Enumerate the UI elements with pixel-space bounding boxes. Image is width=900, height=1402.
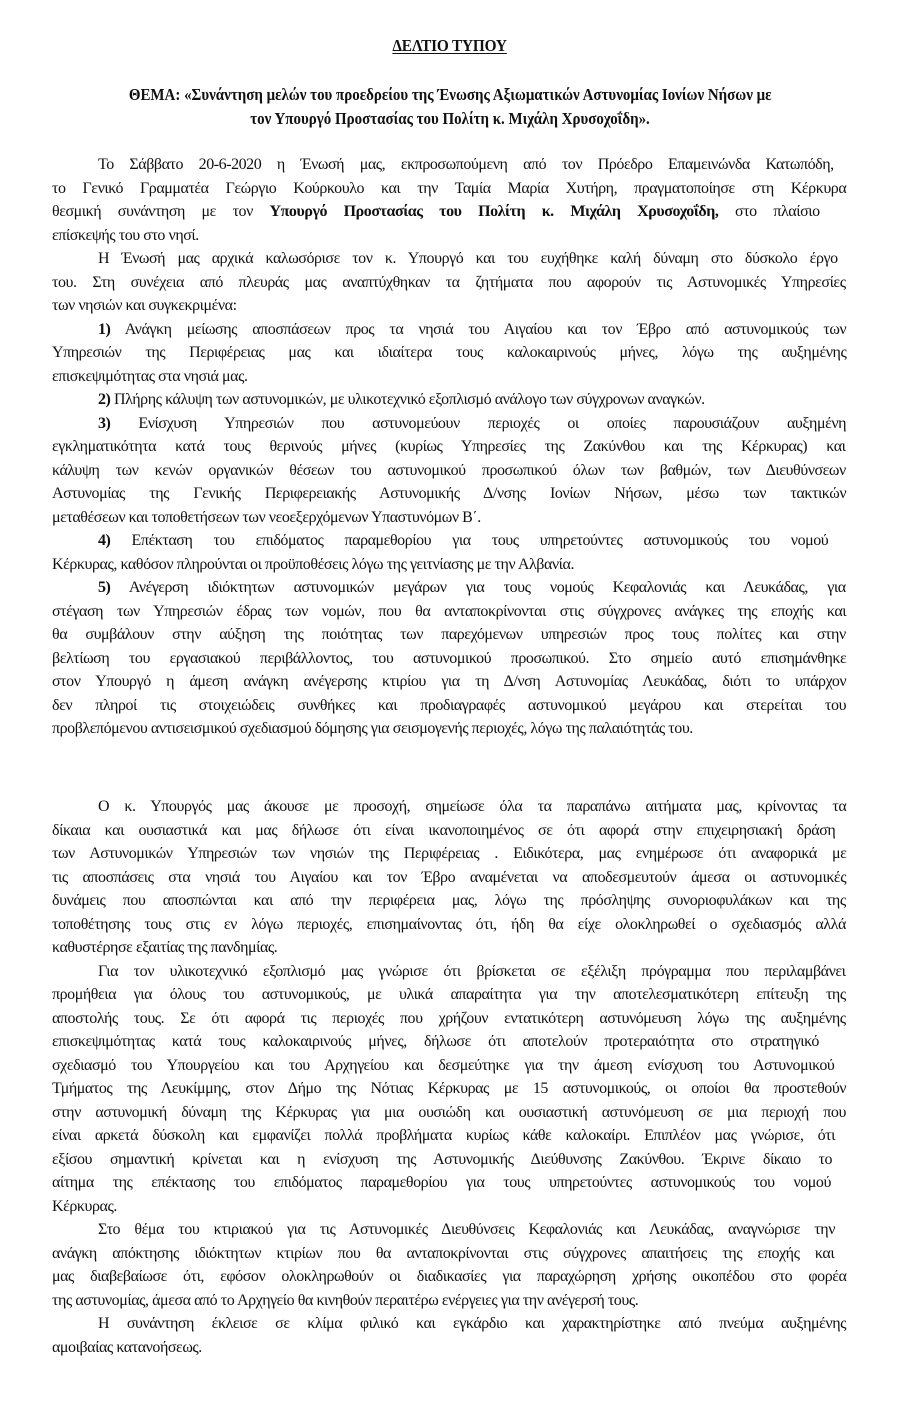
text-segment: των νησιών και συγκεκριμένα:: [52, 297, 237, 314]
text-segment: δίκαια και ουσιαστικά και μας δήλωσε ότι είναι ικανοποιημένος σε ότι αφορά στην επιχειρησιακή δράση: [52, 821, 836, 839]
bold-text: 2): [98, 391, 111, 408]
bold-text: 3): [98, 414, 111, 432]
text-line: [52, 1077, 846, 1101]
minister-response-section: [52, 795, 846, 1359]
text-line: [52, 529, 846, 553]
text-segment: του. Στη συνέχεια από πλευράς μας αναπτύχθηκαν τα ζητήματα που αφορούν τις Αστυνομικές Υπηρεσίες: [52, 273, 846, 291]
text-segment: επισκεψιμότητας κατά τους καλοκαιρινούς μήνες, δήλωσε ότι αποτελούν προτεραιότητα στο στρατηγικό: [52, 1033, 819, 1050]
text-line: [52, 795, 846, 819]
text-line: [52, 177, 846, 201]
text-segment: στην αστυνομική δύναμη της Κέρκυρας για μια ουσιώδη και ουσιαστική αστυνόμευση σε μια περιοχή που: [52, 1103, 846, 1121]
text-line: [52, 717, 846, 741]
demand-item-5: [52, 576, 846, 741]
text-line: [52, 1124, 846, 1148]
text-line: [52, 153, 846, 177]
text-line: [52, 200, 846, 224]
text-segment: Επέκταση του επιδόματος παραμεθορίου για τους υπηρετούντες αστυνομικούς του νομού: [110, 532, 829, 549]
bold-text: 1): [98, 320, 111, 338]
text-line: [52, 983, 846, 1007]
demands-section: [52, 153, 846, 741]
text-line: [52, 866, 846, 890]
text-line: [52, 388, 846, 412]
welcome-paragraph: [52, 247, 846, 318]
text-segment: αμοιβαίας κατανοήσεως.: [52, 1338, 202, 1356]
minister-response-paragraph: [52, 795, 846, 960]
text-segment: Για τον υλικοτεχνικό εξοπλισμό μας γνώρισε ότι βρίσκεται σε εξέλιξη πρόγραμμα που περιλαμβάνει: [98, 962, 846, 980]
text-segment: στο πλαίσιο: [718, 203, 820, 220]
text-line: [52, 819, 846, 843]
text-segment: βελτίωση του εργασιακού περιβάλλοντος, του αστυνομικού προσωπικού. Στο σημείο αυτό επισημάνθηκε: [52, 649, 847, 667]
text-segment: των Αστυνομικών Υπηρεσιών των νησιών της Περιφέρειας . Ειδικότερα, μας ενημέρωσε ότι αναφορικά με: [52, 845, 847, 862]
text-line: [52, 318, 846, 342]
text-line: [52, 960, 846, 984]
text-segment: δυνάμεις που αποσπώνται και από την περιφέρεια μας, λόγω της πρόσληψης συνοριοφυλάκων και της: [52, 892, 846, 909]
text-segment: Κέρκυρας.: [52, 1197, 117, 1215]
text-line: [52, 1007, 846, 1031]
text-segment: καθυστέρησε εξαιτίας της πανδημίας.: [52, 939, 278, 956]
text-line: [52, 1336, 846, 1360]
text-segment: Ο κ. Υπουργός μας άκουσε με προσοχή, σημείωσε όλα τα παραπάνω αιτήματα μας, κρίνοντας τα: [98, 798, 847, 815]
text-line: [52, 913, 846, 937]
text-segment: θεσμική συνάντηση με τον: [52, 203, 270, 220]
text-line: [52, 294, 846, 318]
document-title-text: ΔΕΛΤΙΟ ΤΥΠΟΥ: [392, 36, 508, 55]
text-line: [52, 889, 846, 913]
text-line: [52, 1171, 846, 1195]
demand-item-1: [52, 318, 846, 389]
text-line: [52, 271, 846, 295]
text-segment: μας διαβεβαίωσε ότι, εφόσον ολοκληρωθούν οι διαδικασίες για παραχώρηση χρήσης οικοπέδου στο φορέα: [52, 1268, 847, 1285]
text-line: [52, 435, 846, 459]
text-line: [52, 1242, 846, 1266]
text-segment: δεν πληροί τις στοιχειώδεις συνθήκες και προδιαγραφές αστυνομικού μεγάρου και στερείται του: [52, 696, 847, 714]
buildings-paragraph: [52, 1218, 846, 1312]
text-segment: Τμήματος της Λευκίμμης, στον Δήμο της Νότιας Κέρκυρας με 15 αστυνομικούς, οι οποίοι θα προστεθούν: [52, 1080, 847, 1097]
text-segment: μεταθέσεων και τοποθετήσεων των νεοεξερχόμενων Υπαστυνόμων Β΄.: [52, 508, 481, 526]
subject-heading: [52, 83, 848, 131]
text-line: [52, 670, 846, 694]
text-line: [52, 1218, 846, 1242]
text-segment: επίσκεψής του στο νησί.: [52, 226, 199, 244]
text-segment: τοποθέτησης τους στις εν λόγω περιοχές, επισημαίνοντας ότι, ήδη θα είχε ολοκληρωθεί ο σχεδιασμός αλλά: [52, 915, 846, 933]
text-segment: αίτημα της επέκτασης του επιδόματος παραμεθορίου για τους υπηρετούντες αστυνομικούς του νομού: [52, 1174, 831, 1191]
text-line: [52, 647, 846, 671]
text-segment: Πλήρης κάλυψη των αστυνομικών, με υλικοτεχνικό εξοπλισμό ανάλογο των σύγχρονων αναγκών.: [110, 391, 705, 408]
text-line: [52, 1148, 846, 1172]
bold-text: 5): [98, 579, 111, 596]
text-segment: Στο θέμα του κτιριακού για τις Αστυνομικές Διευθύνσεις Κεφαλονιάς και Λευκάδας, αναγνώρισε την: [98, 1221, 835, 1238]
text-segment: εξίσου σημαντική κρίνεται και η ενίσχυση της Αστυνομικής Διεύθυνσης Ζακύνθου. Έκρινε δίκαιο το: [52, 1150, 833, 1168]
text-segment: στον Υπουργό η άμεση ανάγκη ανέγερσης κτιρίου για τη Δ/νση Αστυνομίας Λευκάδας, διότι το υπάρχον: [52, 673, 847, 690]
text-segment: Ανάγκη μείωσης αποσπάσεων προς τα νησιά του Αιγαίου και τον Έβρο από αστυνομικούς των: [110, 320, 847, 338]
text-segment: Ενίσχυση Υπηρεσιών που αστυνομεύουν περιοχές οι οποίες παρουσιάζουν αυξημένη: [110, 414, 847, 432]
text-segment: Υπηρεσιών της Περιφέρειας μας και ιδιαίτερα τους καλοκαιρινούς μήνες, λόγω της αυξημένης: [52, 344, 847, 361]
text-line: [52, 365, 846, 389]
text-line: [52, 247, 846, 271]
text-segment: ανάγκη απόκτησης ιδιόκτητων κτιρίων που θα ανταποκρίνονται στις σύγχρονες απαιτήσεις της εποχής και: [52, 1244, 835, 1262]
text-line: [52, 459, 846, 483]
text-line: [52, 1195, 846, 1219]
text-line: [52, 623, 846, 647]
text-line: [52, 1054, 846, 1078]
demand-item-4: [52, 529, 846, 576]
text-segment: της αστυνομίας, άμεσα από το Αρχηγείο θα κινηθούν περαιτέρω ενέργειες για την ανέγερσή τους.: [52, 1291, 639, 1309]
text-line: [52, 1289, 846, 1313]
bold-text: Υπουργό Προστασίας του Πολίτη κ. Μιχάλη Χρυσοχοΐδη,: [269, 203, 719, 220]
text-segment: είναι αρκετά δύσκολη και εμφανίζει πολλά προβλήματα κυρίως κάθε καλοκαίρι. Επιπλέον μας γνώρισε, ότι: [52, 1127, 835, 1144]
text-line: [52, 341, 846, 365]
subject-line-2: τον Υπουργό Προστασίας του Πολίτη κ. Μιχάλη Χρυσοχοΐδη».: [250, 109, 650, 128]
text-line: [52, 482, 846, 506]
text-segment: Η συνάντηση έκλεισε σε κλίμα φιλικό και εγκάρδιο και χαρακτηρίστηκε από πνεύμα αυξημένης: [98, 1315, 847, 1332]
text-segment: εγκληματικότητα κατά τους θερινούς μήνες (κυρίως Υπηρεσίες της Ζακύνθου και της Κέρκυρας) και: [52, 438, 846, 455]
text-line: [52, 600, 846, 624]
text-segment: στέγαση των Υπηρεσιών έδρας των νομών, που θα ανταποκρίνονται στις σύγχρονες ανάγκες της εποχής και: [52, 602, 847, 620]
text-line: [52, 1312, 846, 1336]
demand-item-3: [52, 412, 846, 530]
bold-text: 4): [98, 532, 111, 549]
text-line: [52, 936, 846, 960]
text-line: [52, 506, 846, 530]
document-title: [0, 36, 900, 56]
text-line: [52, 576, 846, 600]
text-segment: Το Σάββατο 20-6-2020 η Ένωσή μας, εκπροσωπούμενη από τον Πρόεδρο Επαμεινώνδα Κατωπόδη,: [98, 156, 834, 173]
intro-paragraph: [52, 153, 846, 247]
text-segment: επισκεψιμότητας στα νησιά μας.: [52, 367, 248, 385]
text-segment: προβλεπόμενου αντισεισμικού σχεδιασμού δόμησης για σεισμογενής περιοχές, λόγω της παλαιότητάς του.: [52, 720, 693, 737]
text-line: [52, 1265, 846, 1289]
text-segment: Η Ένωσή μας αρχικά καλωσόρισε τον κ. Υπουργό και του ευχήθηκε καλή δύναμη στο δύσκολο έργο: [98, 250, 838, 267]
text-segment: προμήθεια για όλους του αστυνομικούς, με υλικά απαραίτητα για την αποτελεσματικότερη επίτευξη της: [52, 986, 846, 1003]
text-segment: Κέρκυρας, καθόσον πληρούνται οι προϋποθέσεις λόγω της γειτνίασης με την Αλβανία.: [52, 555, 575, 573]
text-segment: Αστυνομίας της Γενικής Περιφερειακής Αστυνομικής Δ/νσης Ιονίων Νήσων, μέσω των τακτικών: [52, 485, 847, 502]
equipment-paragraph: [52, 960, 846, 1219]
text-segment: αποστολής τους. Σε ότι αφορά τις περιοχές που χρήζουν εντατικότερη αστυνόμευση λόγω της αυξημένης: [52, 1009, 846, 1027]
text-segment: Ανέγερση ιδιόκτητων αστυνομικών μεγάρων για τους νομούς Κεφαλονιάς και Λευκάδας, για: [110, 579, 846, 596]
closing-paragraph: [52, 1312, 846, 1359]
text-segment: τις αποσπάσεις στα νησιά του Αιγαίου και τον Έβρο αναμένεται να αποδεσμευτούν άμεσα οι αστυνομικές: [52, 868, 847, 886]
text-line: [52, 1030, 846, 1054]
text-segment: κάλυψη των κενών οργανικών θέσεων του αστυνομικού προσωπικού όλων των βαθμών, των Διευθύνσεων: [52, 461, 846, 479]
text-segment: σχεδιασμό του Υπουργείου και του Αρχηγείου και δεσμεύτηκε για την άμεση ενίσχυση του Αστυνομικού: [52, 1056, 835, 1074]
subject-line-1: ΘΕΜΑ: «Συνάντηση μελών του προεδρείου της Ένωσης Αξιωματικών Αστυνομίας Ιονίων Νήσων με: [128, 85, 772, 104]
text-line: [52, 412, 846, 436]
text-line: [52, 224, 846, 248]
text-segment: το Γενικό Γραμματέα Γεώργιο Κούρκουλο και την Ταμία Μαρία Χυτήρη, πραγματοποίησε στη Κέρκυρα: [52, 179, 847, 197]
text-line: [52, 553, 846, 577]
text-line: [52, 842, 846, 866]
demand-item-2: [52, 388, 846, 412]
text-line: [52, 1101, 846, 1125]
text-segment: θα συμβάλουν στην αύξηση της ποιότητας των παρεχόμενων υπηρεσιών προς τους πολίτες και στην: [52, 626, 846, 643]
text-line: [52, 694, 846, 718]
